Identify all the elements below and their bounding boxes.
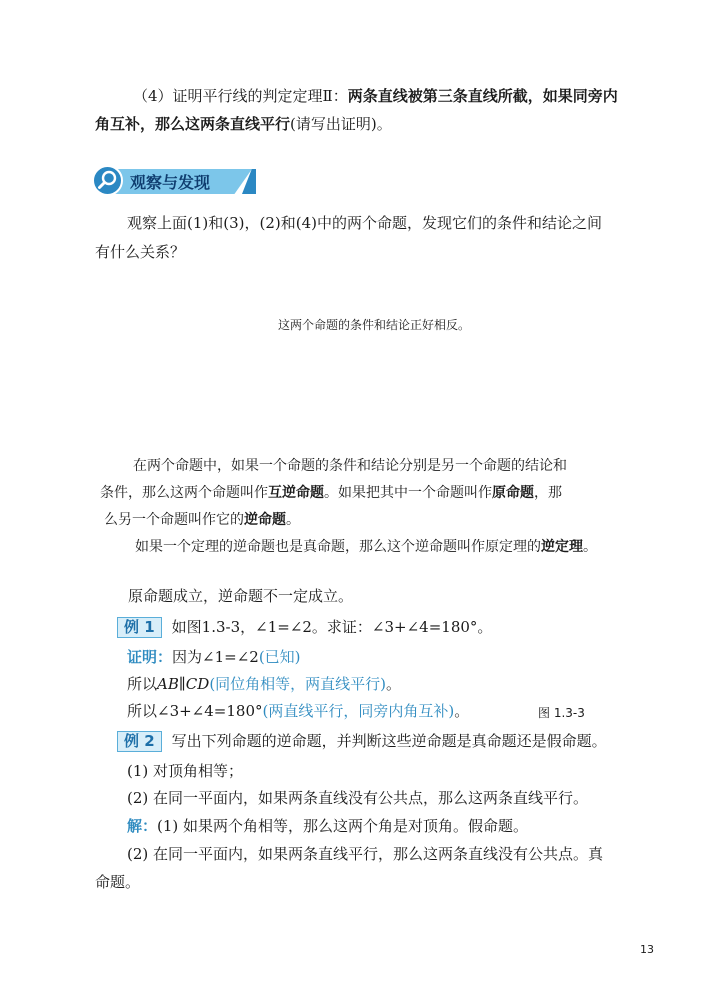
term-converse: 逆命题 <box>244 512 286 528</box>
example2-solution2-line2: 命题。 <box>95 873 141 891</box>
handwritten-answer: 这两个命题的条件和结论正好相反。 <box>278 318 471 332</box>
example1-tag: 例 1 <box>117 617 162 638</box>
definition-converse-theorem: 如果一个定理的逆命题也是真命题，那么这个逆命题叫作原定理的逆定理。 <box>135 539 597 555</box>
example1-statement: 例 1 如图1.3-3，∠1=∠2。求证：∠3+∠4=180°。 <box>117 616 492 638</box>
theorem-exercise-line2: 角互补，那么这两条直线平行(请写出证明)。 <box>95 115 392 133</box>
term-mutual-converse: 互逆命题 <box>268 485 324 501</box>
definition-line3: 么另一个命题叫作它的逆命题。 <box>104 512 300 528</box>
magnifier-icon <box>92 165 123 196</box>
section-title: 观察与发现 <box>130 173 211 192</box>
example2-item2: (2) 在同一平面内，如果两条直线没有公共点，那么这两条直线平行。 <box>127 789 589 807</box>
example2-solution2-line1: (2) 在同一平面内，如果两条直线平行，那么这两条直线没有公共点。真 <box>127 845 604 863</box>
term-original: 原命题 <box>492 485 534 501</box>
theorem-exercise-line1: （4）证明平行线的判定定理Ⅱ：两条直线被第三条直线所截，如果同旁内 <box>133 87 618 105</box>
example1-proof-line3: 所以∠3+∠4=180°(两直线平行，同旁内角互补)。 <box>127 702 470 720</box>
example2-tag: 例 2 <box>117 731 162 752</box>
figure-caption: 图 1.3-3 <box>538 706 585 720</box>
term-converse-theorem: 逆定理 <box>541 539 583 555</box>
definition-line1: 在两个命题中，如果一个命题的条件和结论分别是另一个命题的结论和 <box>133 458 567 474</box>
solution-label: 解： <box>127 817 158 835</box>
note-line: 原命题成立，逆命题不一定成立。 <box>128 587 354 605</box>
example1-proof-line1: 证明：因为∠1=∠2(已知) <box>127 648 301 666</box>
example1-proof-line2: 所以AB∥CD(同位角相等，两直线平行)。 <box>127 675 402 693</box>
proof-label: 证明： <box>127 648 173 666</box>
example2-item1: (1) 对顶角相等； <box>127 762 244 780</box>
example2-solution1: 解：(1) 如果两个角相等，那么这两个角是对顶角。假命题。 <box>127 817 529 835</box>
observe-question-line1: 观察上面(1)和(3)，(2)和(4)中的两个命题，发现它们的条件和结论之间 <box>127 214 602 232</box>
page-number: 13 <box>640 943 654 956</box>
example2-statement: 例 2 写出下列命题的逆命题，并判断这些逆命题是真命题还是假命题。 <box>117 730 607 752</box>
definition-line2: 条件，那么这两个命题叫作互逆命题。如果把其中一个命题叫作原命题，那 <box>100 485 562 501</box>
section-banner <box>92 165 257 198</box>
observe-question-line2: 有什么关系？ <box>95 243 186 261</box>
